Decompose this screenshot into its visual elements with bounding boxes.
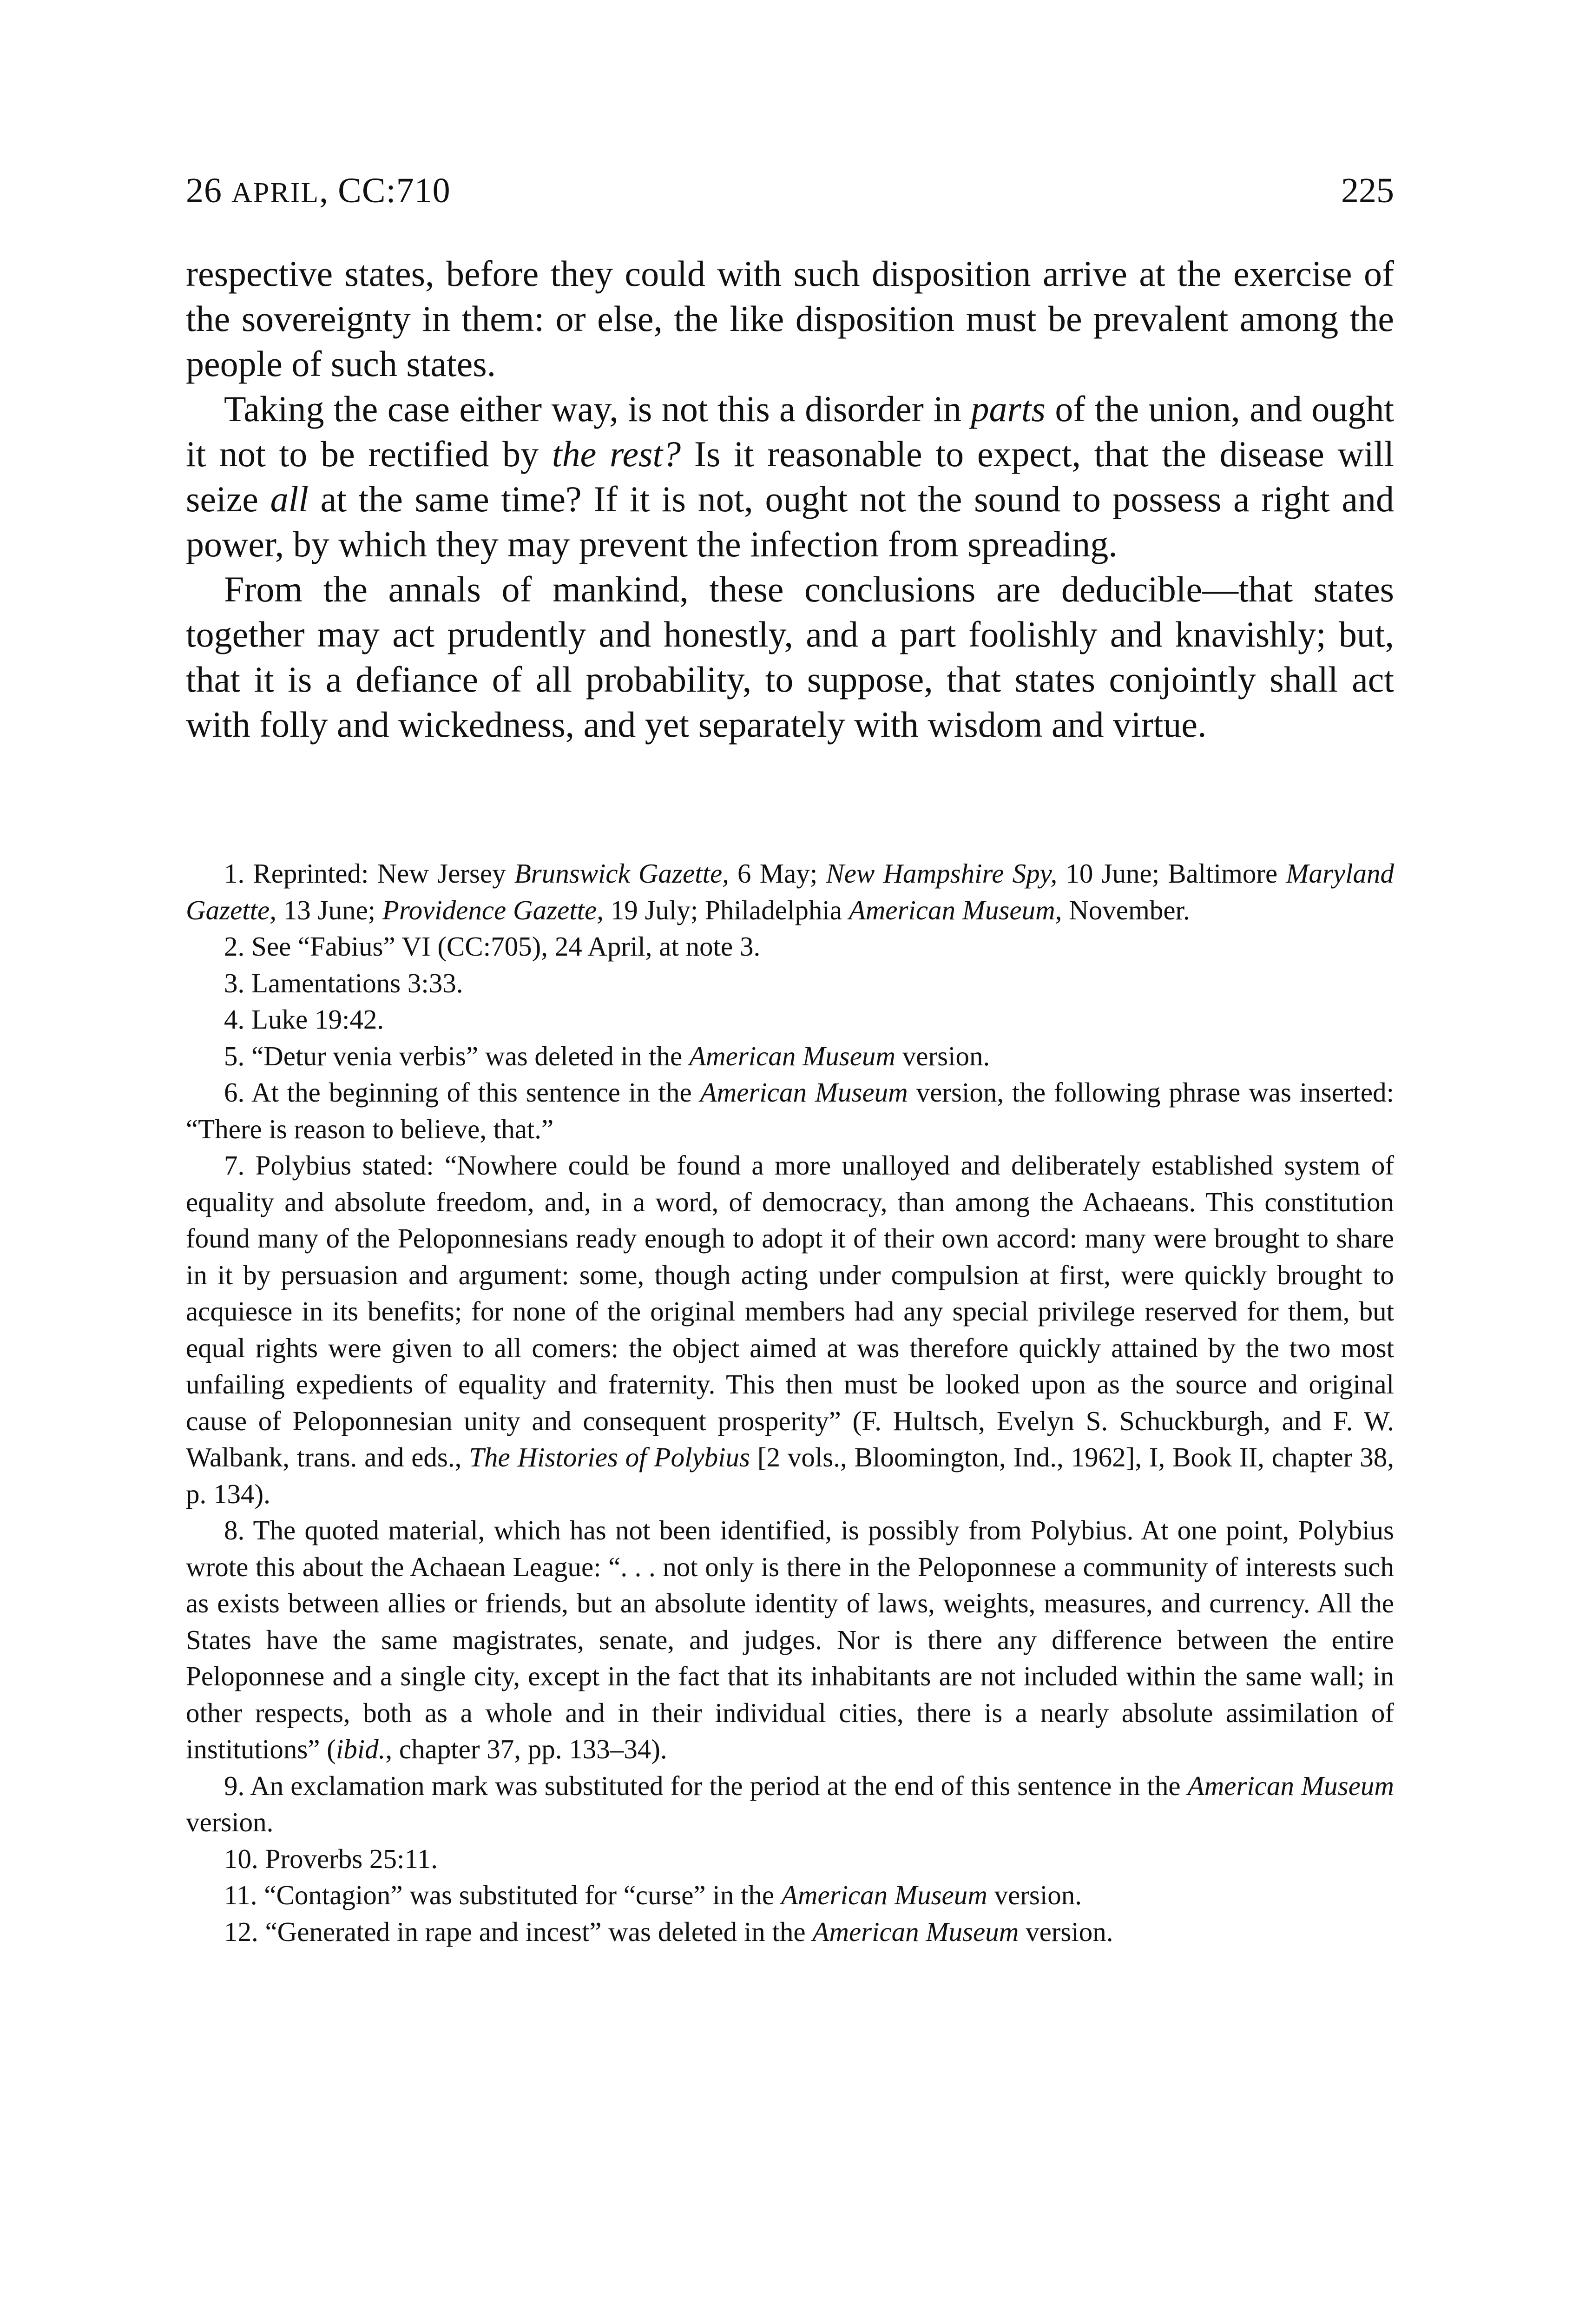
body-italic-span: parts	[971, 389, 1046, 429]
note-italic-span: American Museum,	[849, 894, 1062, 925]
body-text-span: Taking the case either way, is not this a disorder in	[224, 389, 971, 429]
footnote-11	[186, 1877, 1394, 1914]
body-paragraph-3: From the annals of mankind, these conclusions are deducible—that states together may act prudently and honestly, and a part foolishly and knavishly; but, that it is a defiance of all probability, to suppose, that states conjointly shall act with folly and wickedness, and yet separately with wisdom and virtue.	[186, 569, 1394, 745]
note-italic-span: Brunswick Gazette,	[514, 858, 729, 889]
body-text-span: Is it reasonable to expect, that the disease will seize	[186, 434, 1394, 519]
note-text-span: 12. “Generated in rape and incest” was deleted in the	[224, 1916, 813, 1947]
note-text-span: version.	[1019, 1916, 1113, 1947]
note-text-span: 6. At the beginning of this sentence in the	[224, 1077, 700, 1108]
note-text-span: version.	[987, 1880, 1082, 1910]
note-text-span: 9. An exclamation mark was substituted for the period at the end of this sentence in the	[224, 1770, 1188, 1801]
footnote-12	[186, 1914, 1394, 1950]
note-text-span: [2 vols., Bloomington, Ind., 1962], I, Book II, chapter 38, p. 134).	[186, 1442, 1394, 1509]
note-text-span: 8. The quoted material, which has not been identified, is possibly from Polybius. At one point, Polybius wrote this about the Achaean League: “. . . not only is there in the Peloponnese a community of interests such as exists between allies or friends, but an absolute identity of laws, weights, measures, and currency. All the States have the same magistrates, senate, and judges. Nor is there any difference between the entire Peloponnese and a single city, except in the fact that its inhabitants are not included within the same wall; in other respects, both as a whole and in their individual cities, there is a nearly absolute assimilation of institutions” (	[186, 1515, 1394, 1764]
running-head-document-ref: , CC:710	[319, 171, 451, 210]
footnote-4: 4. Luke 19:42.	[224, 1004, 384, 1035]
note-italic-span: American Museum	[689, 1040, 896, 1071]
footnote-10: 10. Proverbs 25:11.	[224, 1843, 438, 1874]
body-paragraph-1: respective states, before they could with such disposition arrive at the exercise of the sovereignty in them: or else, the like disposition must be prevalent among the people of such states.	[186, 253, 1394, 384]
body-paragraph-2	[186, 386, 1394, 567]
note-italic-span: American Museum	[1187, 1770, 1394, 1801]
note-text-span: version.	[895, 1040, 990, 1071]
note-italic-span: The Histories of Polybius	[469, 1442, 750, 1472]
note-italic-span: New Hampshire Spy,	[826, 858, 1058, 889]
note-italic-span: American Museum	[700, 1077, 908, 1108]
note-text-span: 10 June; Baltimore	[1057, 858, 1286, 889]
note-text-span: 7. Polybius stated: “Nowhere could be found a more unalloyed and deliberately established system of equality and absolute freedom, and, in a word, of democracy, than among the Achaeans. This constitution found many of the Peloponnesians ready enough to adopt it of their own accord: many were brought to share in it by persuasion and argument: some, though acting under compulsion at first, were quickly brought to acquiesce in its benefits; for none of the original members had any special privilege reserved for them, but equal rights were given to all comers: the object aimed at was therefore quickly attained by the two most unfailing expedients of equality and fraternity. This then must be looked upon as the source and original cause of Peloponnesian unity and consequent prosperity” (F. Hultsch, Evelyn S. Schuckburgh, and F. W. Walbank, trans. and eds.,	[186, 1150, 1394, 1472]
running-head	[186, 165, 1394, 216]
body-text-span: at the same time? If it is not, ought not the sound to possess a right and power, by which they may prevent the infection from spreading.	[186, 479, 1395, 564]
note-text-span: version, the following phrase was inserted: “There is reason to believe, that.”	[186, 1077, 1395, 1144]
footnote-2: 2. See “Fabius” VI (CC:705), 24 April, at note 3.	[224, 931, 761, 962]
note-text-span: November.	[1062, 894, 1190, 925]
main-text	[186, 251, 1394, 747]
note-italic-span: Providence Gazette,	[382, 894, 604, 925]
footnotes	[186, 855, 1394, 1950]
body-text-span: of the union, and ought it not to be rectified by	[186, 389, 1394, 474]
footnote-3: 3. Lamentations 3:33.	[224, 967, 463, 998]
footnote-7	[186, 1147, 1394, 1512]
note-text-span: 5. “Detur venia verbis” was deleted in the	[224, 1040, 689, 1071]
footnote-8	[186, 1512, 1394, 1768]
page-number: 225	[1341, 171, 1394, 210]
note-text-span: 11. “Contagion” was substituted for “curse” in the	[224, 1880, 781, 1910]
note-text-span: 19 July; Philadelphia	[603, 894, 849, 925]
note-text-span: 13 June;	[276, 894, 382, 925]
note-text-span: 1. Reprinted: New Jersey	[224, 858, 514, 889]
note-text-span: , chapter 37, pp. 133–34).	[385, 1734, 667, 1764]
footnote-1	[186, 855, 1394, 928]
footnote-6	[186, 1074, 1394, 1147]
running-head-month: APRIL	[231, 177, 320, 209]
body-italic-span: all	[270, 479, 309, 519]
running-head-date: 26	[186, 171, 231, 210]
note-italic-span: American Museum	[812, 1916, 1019, 1947]
footnote-9	[186, 1768, 1394, 1841]
body-italic-span: the rest?	[552, 434, 681, 474]
note-italic-span: American Museum	[781, 1880, 987, 1910]
running-head-left	[186, 165, 451, 218]
footnote-5	[186, 1038, 1394, 1075]
note-italic-span: ibid.	[336, 1734, 386, 1764]
note-text-span: version.	[186, 1807, 274, 1837]
note-italic-span: Maryland Gazette,	[186, 858, 1395, 925]
note-text-span: 6 May;	[729, 858, 826, 889]
